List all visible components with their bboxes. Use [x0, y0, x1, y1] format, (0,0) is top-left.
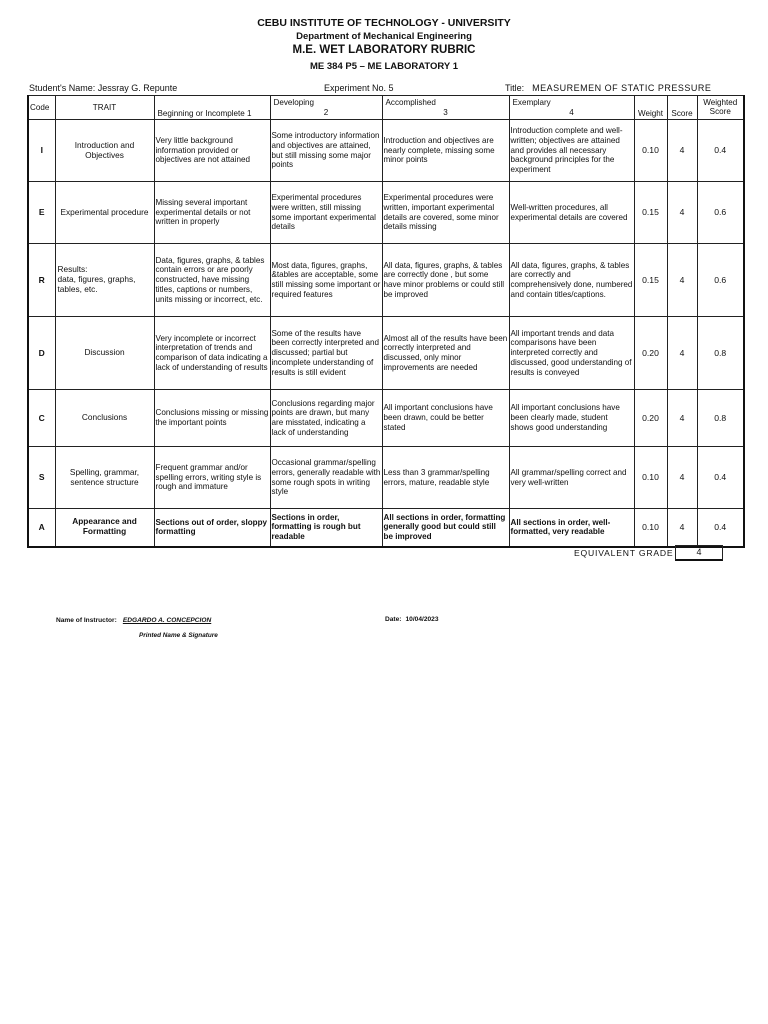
date-label: Date: — [385, 616, 402, 623]
col-header-beginning — [154, 96, 270, 120]
row-weight: 0.10 — [634, 120, 667, 182]
rubric-title: M.E. WET LABORATORY RUBRIC — [292, 44, 476, 56]
table-row — [28, 120, 744, 182]
row-trait: Experimental procedure — [55, 182, 154, 244]
row-developing: Experimental procedures were written, still missing some important experimental details — [270, 182, 382, 244]
date-value: 10/04/2023 — [405, 616, 439, 623]
row-accomplished: Experimental procedures were written, important experimental details are covered, some minor details missing — [382, 182, 509, 244]
row-developing: Conclusions regarding major points are drawn, but many are misstated, indicating a lack of understanding — [270, 390, 382, 447]
row-score: 4 — [667, 509, 697, 547]
row-score: 4 — [667, 390, 697, 447]
row-trait: Appearance and Formatting — [55, 509, 154, 547]
equivalent-grade-label: EQUIVALENT GRADE — [574, 548, 674, 558]
row-exemplary: All important conclusions have been clearly made, student shows good understanding — [509, 390, 634, 447]
row-weighted-score: 0.8 — [697, 390, 744, 447]
row-weighted-score: 0.8 — [697, 317, 744, 390]
exemplary-number: 4 — [569, 107, 574, 117]
title-value: MEASUREMEN OF STATIC PRESSURE — [532, 83, 712, 93]
col-header-weighted-score: Weighted Score — [697, 96, 744, 120]
institution-name: CEBU INSTITUTE OF TECHNOLOGY - UNIVERSITY — [257, 17, 511, 29]
col-header-weight: Weight — [634, 96, 667, 120]
row-weight: 0.15 — [634, 182, 667, 244]
developing-label: Developing — [273, 97, 314, 107]
row-code: I — [28, 120, 55, 182]
row-code: S — [28, 447, 55, 509]
row-weight: 0.20 — [634, 317, 667, 390]
row-beginning: Missing several important experimental details or not written in properly — [154, 182, 270, 244]
row-trait: Spelling, grammar, sentence structure — [55, 447, 154, 509]
table-row — [28, 317, 744, 390]
equivalent-grade-value: 4 — [675, 545, 723, 561]
rubric-table — [27, 95, 745, 548]
row-weighted-score: 0.4 — [697, 120, 744, 182]
row-developing: Sections in order, formatting is rough but readable — [270, 509, 382, 547]
exemplary-label: Exemplary — [512, 97, 551, 107]
table-row — [28, 390, 744, 447]
col-header-accomplished — [382, 96, 509, 120]
row-developing: Some introductory information and objectives are attained, but still missing some major points — [270, 120, 382, 182]
table-row — [28, 509, 744, 547]
row-accomplished: All important conclusions have been drawn, could be better stated — [382, 390, 509, 447]
experiment-number: Experiment No. 5 — [324, 83, 394, 93]
row-score: 4 — [667, 244, 697, 317]
table-row — [28, 182, 744, 244]
row-trait: Conclusions — [55, 390, 154, 447]
row-exemplary: All grammar/spelling correct and very well-written — [509, 447, 634, 509]
beginning-label: Beginning or Incomplete 1 — [157, 109, 252, 119]
accomplished-label: Accomplished — [385, 97, 436, 107]
student-name: Student's Name: Jessray G. Repunte — [29, 83, 178, 93]
row-beginning: Data, figures, graphs, & tables contain errors or are poorly constructed, have missing titles, captions or numbers, units missing or incorrect, etc. — [154, 244, 270, 317]
row-score: 4 — [667, 447, 697, 509]
col-header-score: Score — [667, 96, 697, 120]
row-developing: Some of the results have been correctly interpreted and discussed; partial but incomplete understanding of results is still evident — [270, 317, 382, 390]
row-developing: Occasional grammar/spelling errors, generally readable with some rough spots in writing style — [270, 447, 382, 509]
row-trait: Introduction and Objectives — [55, 120, 154, 182]
row-accomplished: Introduction and objectives are nearly complete, missing some minor points — [382, 120, 509, 182]
table-row — [28, 244, 744, 317]
row-weight: 0.15 — [634, 244, 667, 317]
row-code: D — [28, 317, 55, 390]
title-label: Title: — [505, 83, 525, 93]
instructor-line — [56, 617, 211, 624]
row-accomplished: Almost all of the results have been correctly interpreted and discussed, only minor improvements are needed — [382, 317, 509, 390]
row-exemplary: Introduction complete and well-written; objectives are attained and provides all necessary background principles for the experiment — [509, 120, 634, 182]
row-code: C — [28, 390, 55, 447]
row-score: 4 — [667, 317, 697, 390]
row-score: 4 — [667, 120, 697, 182]
row-weight: 0.20 — [634, 390, 667, 447]
row-code: R — [28, 244, 55, 317]
row-weighted-score: 0.4 — [697, 447, 744, 509]
accomplished-number: 3 — [443, 107, 448, 117]
course-code: ME 384 P5 – ME LABORATORY 1 — [310, 61, 458, 72]
row-beginning: Sections out of order, sloppy formatting — [154, 509, 270, 547]
instructor-name: EDGARDO A. CONCEPCION — [122, 617, 212, 624]
col-header-exemplary — [509, 96, 634, 120]
row-exemplary: All data, figures, graphs, & tables are correctly and comprehensively done, numbered and contain titles/captions. — [509, 244, 634, 317]
row-weighted-score: 0.6 — [697, 244, 744, 317]
col-header-trait: TRAIT — [55, 96, 154, 120]
row-beginning: Very little background information provided or objectives are not attained — [154, 120, 270, 182]
row-exemplary: Well-written procedures, all experimental details are covered — [509, 182, 634, 244]
row-developing: Most data, figures, graphs, &tables are acceptable, some still missing some important or required features — [270, 244, 382, 317]
col-header-developing — [270, 96, 382, 120]
col-header-code: Code — [28, 96, 55, 120]
row-weight: 0.10 — [634, 447, 667, 509]
developing-number: 2 — [323, 107, 329, 117]
row-trait: Results: data, figures, graphs, tables, etc. — [55, 244, 154, 317]
experiment-title — [505, 83, 711, 93]
date-line — [385, 616, 439, 623]
row-beginning: Conclusions missing or missing the important points — [154, 390, 270, 447]
row-score: 4 — [667, 182, 697, 244]
printed-name-caption: Printed Name & Signature — [139, 632, 218, 639]
row-weighted-score: 0.4 — [697, 509, 744, 547]
row-beginning: Frequent grammar and/or spelling errors, writing style is rough and immature — [154, 447, 270, 509]
row-accomplished: All sections in order, formatting generally good but could still be improved — [382, 509, 509, 547]
row-exemplary: All sections in order, well-formatted, very readable — [509, 509, 634, 547]
department-name: Department of Mechanical Engineering — [296, 31, 472, 42]
instructor-label: Name of Instructor: — [56, 617, 117, 624]
header-row — [28, 96, 744, 120]
table-row — [28, 447, 744, 509]
row-code: E — [28, 182, 55, 244]
row-accomplished: Less than 3 grammar/spelling errors, mature, readable style — [382, 447, 509, 509]
row-weight: 0.10 — [634, 509, 667, 547]
row-beginning: Very incomplete or incorrect interpretation of trends and comparison of data indicating a lack of understanding of results — [154, 317, 270, 390]
row-accomplished: All data, figures, graphs, & tables are correctly done , but some have minor problems or could still be improved — [382, 244, 509, 317]
row-weighted-score: 0.6 — [697, 182, 744, 244]
row-exemplary: All important trends and data comparisons have been interpreted correctly and discussed, good understanding of results is conveyed — [509, 317, 634, 390]
row-code: A — [28, 509, 55, 547]
row-trait: Discussion — [55, 317, 154, 390]
